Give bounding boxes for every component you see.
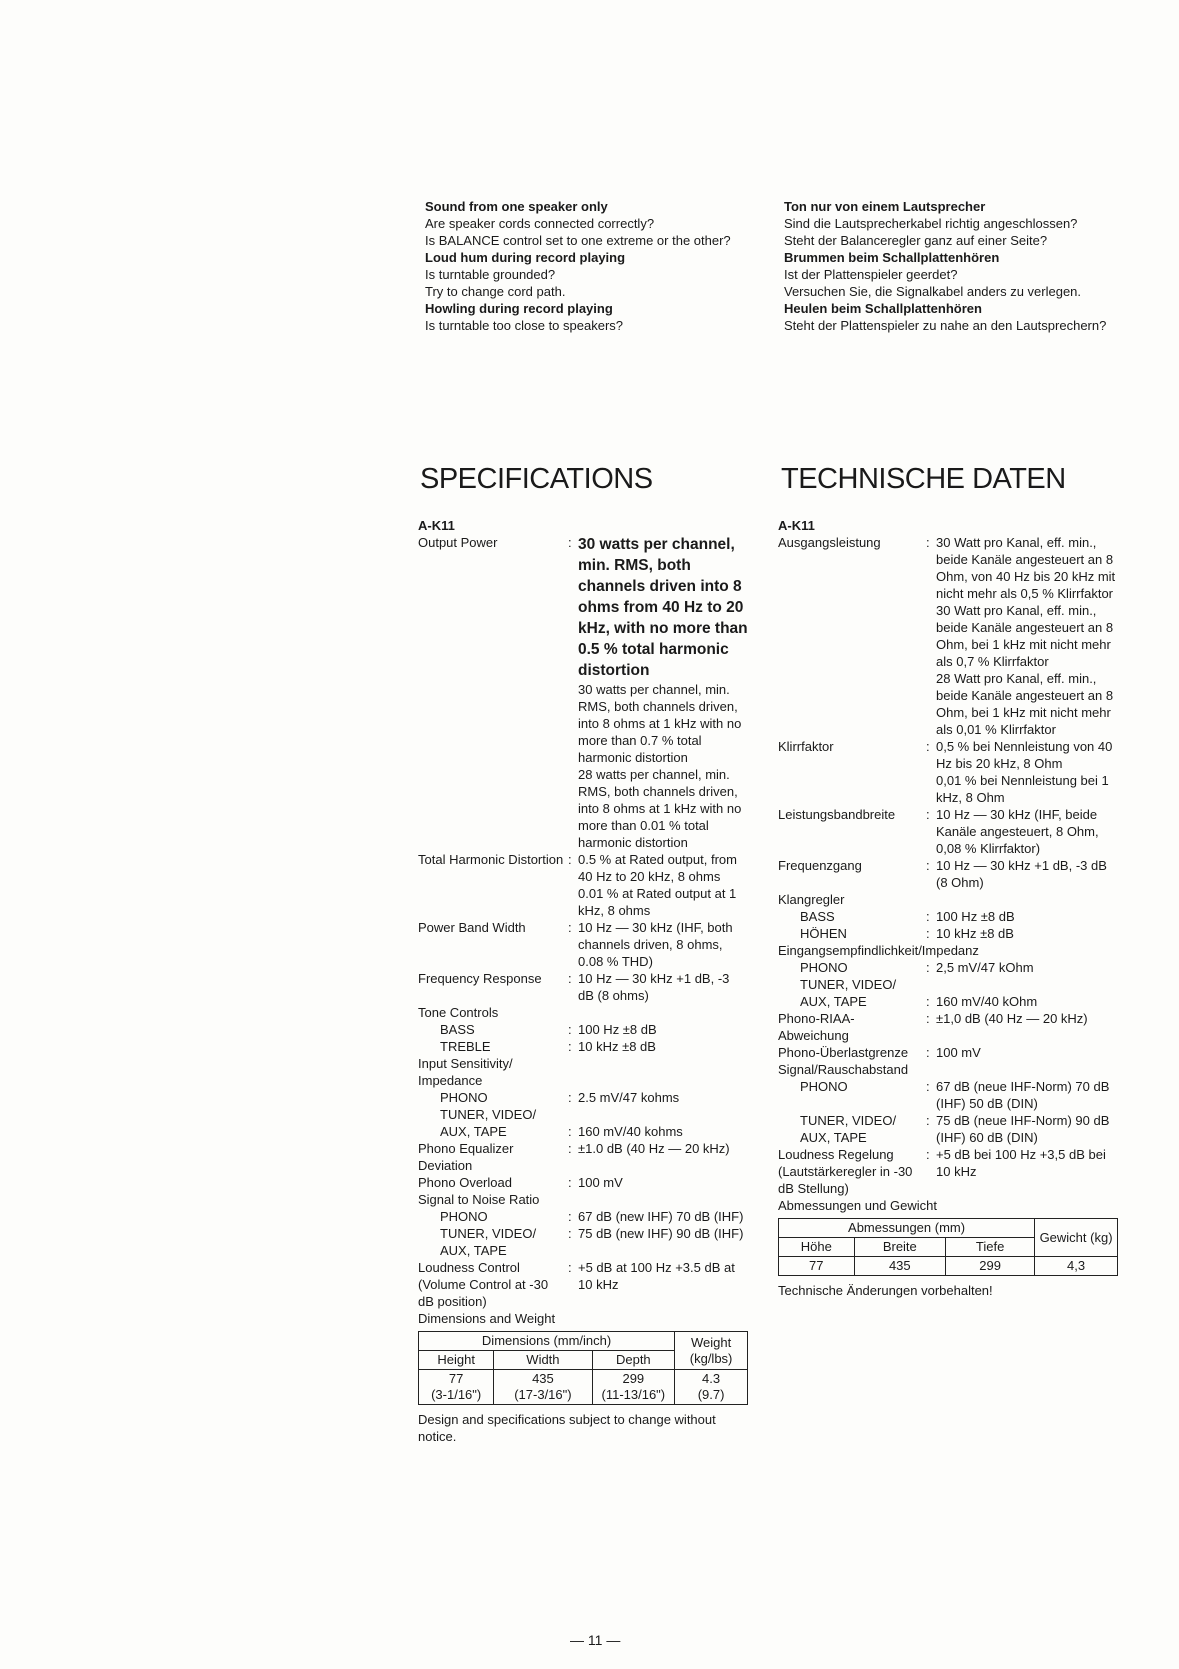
- trouble-q: Loud hum during record playing: [425, 250, 626, 265]
- table-header: Weight (kg/lbs): [675, 1332, 748, 1370]
- spec-value: 2,5 mV/47 kOhm: [936, 960, 1034, 975]
- spec-value: 30 Watt pro Kanal, eff. min., beide Kanäle angesteuert an 8 Ohm, bei 1 kHz mit nicht mehr als 0,7 % Klirrfaktor: [936, 603, 1114, 669]
- trouble-q: Brummen beim Schallplattenhören: [784, 250, 1000, 265]
- spec-label: Dimensions and Weight: [418, 1311, 556, 1326]
- table-cell: 435: [854, 1257, 946, 1276]
- spec-value: 0.01 % at Rated output at 1 kHz, 8 ohms: [578, 886, 737, 918]
- spec-label: TUNER, VIDEO/ AUX, TAPE: [440, 1107, 537, 1139]
- troubleshooting-en: [425, 198, 735, 334]
- spec-value: 10 kHz ±8 dB: [936, 926, 1014, 941]
- spec-value: 28 Watt pro Kanal, eff. min., beide Kanäle angesteuert an 8 Ohm, bei 1 kHz mit nicht mehr als 0,01 % Klirrfaktor: [936, 671, 1114, 737]
- spec-value: ±1,0 dB (40 Hz — 20 kHz): [936, 1011, 1088, 1026]
- spec-value: 0,5 % bei Nennleistung von 40 Hz bis 20 kHz, 8 Ohm: [936, 739, 1113, 771]
- footnote: Technische Änderungen vorbehalten!: [778, 1283, 993, 1298]
- spec-row-bass: BASS : 100 Hz ±8 dB: [778, 908, 1118, 925]
- spec-value: 0.5 % at Rated output, from 40 Hz to 20 kHz, 8 ohms: [578, 852, 737, 884]
- spec-value: +5 dB at 100 Hz +3.5 dB at 10 kHz: [578, 1260, 735, 1292]
- spec-row-output-power: Ausgangsleistung : 30 Watt pro Kanal, eff. min., beide Kanäle angesteuert an 8 Ohm, von 40 Hz bis 20 kHz mit nicht mehr als 0,5 % Klirrfaktor 30 Watt pro Kanal, eff. min., beide Kanäle angesteuert an 8 Ohm, bei 1 kHz mit nicht mehr als 0,7 % Klirrfaktor 28 Watt pro Kanal, eff. min., beide Kanäle angesteuert an 8 Ohm, bei 1 kHz mit nicht mehr als 0,01 % Klirrfaktor: [778, 534, 1118, 738]
- section-title-specifications: SPECIFICATIONS: [420, 463, 653, 495]
- spec-label: Input Sensitivity/ Impedance: [418, 1056, 513, 1088]
- table-header: Abmessungen (mm): [779, 1219, 1035, 1238]
- trouble-a: Is turntable too close to speakers?: [425, 318, 624, 333]
- spec-row-frequency-response: Frequency Response : 10 Hz — 30 kHz +1 dB, -3 dB (8 ohms): [418, 970, 748, 1004]
- spec-row-snr-tuner: TUNER, VIDEO/ AUX, TAPE : 75 dB (neue IHF-Norm) 90 dB (IHF) 60 dB (DIN): [778, 1112, 1118, 1146]
- spec-value: 28 watts per channel, min. RMS, both channels driven, into 8 ohms at 1 kHz with no more than 0.01 % total harmonic distortion: [578, 767, 742, 850]
- trouble-a: Are speaker cords connected correctly? Is BALANCE control set to one extreme or the other?: [425, 216, 731, 248]
- spec-value: 75 dB (neue IHF-Norm) 90 dB (IHF) 60 dB (DIN): [936, 1113, 1110, 1145]
- spec-label: TUNER, VIDEO/ AUX, TAPE: [800, 1113, 897, 1145]
- spec-row-thd: Klirrfaktor : 0,5 % bei Nennleistung von 40 Hz bis 20 kHz, 8 Ohm 0,01 % bei Nennleistung bei 1 kHz, 8 Ohm: [778, 738, 1118, 806]
- spec-value: 2.5 mV/47 kohms: [578, 1090, 680, 1105]
- spec-row-bass: BASS : 100 Hz ±8 dB: [418, 1021, 748, 1038]
- spec-row-output-power: Output Power : 30 watts per channel, min. RMS, both channels driven into 8 ohms from 40 Hz to 20 kHz, with no more than 0.5 % total harmonic distortion 30 watts per channel, min. RMS, both channels driven, into 8 ohms at 1 kHz with no more than 0.7 % total harmonic distortion 28 watts per channel, min. RMS, both channels driven, into 8 ohms at 1 kHz with no more than 0.01 % total harmonic distortion: [418, 535, 748, 850]
- table-header: Gewicht (kg): [1035, 1219, 1118, 1257]
- spec-value: 160 mV/40 kOhm: [936, 994, 1038, 1009]
- spec-value: 30 Watt pro Kanal, eff. min., beide Kanäle angesteuert an 8 Ohm, von 40 Hz bis 20 kHz mit nicht mehr als 0,5 % Klirrfaktor: [936, 535, 1116, 601]
- trouble-q: Sound from one speaker only: [425, 199, 608, 214]
- spec-label: Power Band Width: [418, 920, 526, 935]
- spec-label: Ausgangsleistung: [778, 535, 881, 550]
- spec-label: TUNER, VIDEO/ AUX, TAPE: [440, 1226, 537, 1258]
- spec-label: Frequency Response: [418, 971, 542, 986]
- spec-value: 100 mV: [936, 1045, 981, 1060]
- spec-value: 10 Hz — 30 kHz +1 dB, -3 dB (8 ohms): [578, 971, 730, 1003]
- specs-en: [418, 517, 748, 1445]
- spec-value: 100 Hz ±8 dB: [578, 1022, 657, 1037]
- spec-label: HÖHEN: [800, 926, 847, 941]
- table-header: Breite: [854, 1238, 946, 1257]
- spec-row-phono-eq: Phono-RIAA-Abweichung : ±1,0 dB (40 Hz — 20 kHz): [778, 1010, 1118, 1044]
- spec-label: Phono-RIAA-Abweichung: [778, 1011, 855, 1043]
- spec-label: PHONO: [800, 960, 848, 975]
- spec-label: PHONO: [800, 1079, 848, 1094]
- spec-label: Klangregler: [778, 892, 845, 907]
- spec-row-thd: Total Harmonic Distortion : 0.5 % at Rated output, from 40 Hz to 20 kHz, 8 ohms 0.01 % at Rated output at 1 kHz, 8 ohms: [418, 851, 748, 919]
- trouble-q: Heulen beim Schallplattenhören: [784, 301, 982, 316]
- spec-value: 67 dB (neue IHF-Norm) 70 dB (IHF) 50 dB (DIN): [936, 1079, 1110, 1111]
- spec-row-tuner: TUNER, VIDEO/ AUX, TAPE : 160 mV/40 kohms: [418, 1106, 748, 1140]
- spec-value: 0,01 % bei Nennleistung bei 1 kHz, 8 Ohm: [936, 773, 1109, 805]
- spec-value: 10 kHz ±8 dB: [578, 1039, 656, 1054]
- spec-row-snr-phono: PHONO : 67 dB (neue IHF-Norm) 70 dB (IHF) 50 dB (DIN): [778, 1078, 1118, 1112]
- table-cell: 77 (3-1/16"): [419, 1370, 494, 1405]
- spec-value: 10 Hz — 30 kHz (IHF, both channels driven, 8 ohms, 0.08 % THD): [578, 920, 733, 969]
- table-cell: 77: [779, 1257, 855, 1276]
- section-title-technische-daten: TECHNISCHE DATEN: [781, 463, 1066, 495]
- specs-de: [778, 517, 1118, 1299]
- spec-value: ±1.0 dB (40 Hz — 20 kHz): [578, 1141, 730, 1156]
- spec-row-phono-overload: Phono Overload : 100 mV: [418, 1174, 748, 1191]
- model-name: A-K11: [418, 518, 455, 533]
- spec-value: 100 Hz ±8 dB: [936, 909, 1015, 924]
- table-header: Höhe: [779, 1238, 855, 1257]
- spec-label: Frequenzgang: [778, 858, 862, 873]
- table-header: Dimensions (mm/inch): [419, 1332, 675, 1351]
- spec-label: TREBLE: [440, 1039, 491, 1054]
- spec-label: PHONO: [440, 1090, 488, 1105]
- spec-label: Phono-Überlastgrenze: [778, 1045, 909, 1060]
- spec-value: 10 Hz — 30 kHz +1 dB, -3 dB (8 Ohm): [936, 858, 1107, 890]
- table-cell: 299 (11-13/16"): [592, 1370, 675, 1405]
- page-number: — 11 —: [570, 1632, 621, 1648]
- troubleshooting-de: [784, 198, 1114, 334]
- spec-label: Eingangsempfindlichkeit/Impedanz: [778, 943, 979, 958]
- spec-label: Total Harmonic Distortion: [418, 852, 564, 867]
- spec-row-phono: PHONO : 2,5 mV/47 kOhm: [778, 959, 1118, 976]
- spec-label: BASS: [800, 909, 835, 924]
- spec-label: Phono Equalizer Deviation: [418, 1141, 514, 1173]
- spec-label: Tone Controls: [418, 1005, 499, 1020]
- spec-value: +5 dB bei 100 Hz +3,5 dB bei 10 kHz: [936, 1147, 1106, 1179]
- spec-label: Abmessungen und Gewicht: [778, 1198, 937, 1213]
- footnote: Design and specifications subject to change without notice.: [418, 1412, 716, 1444]
- spec-row-phono-overload: Phono-Überlastgrenze : 100 mV: [778, 1044, 1118, 1061]
- spec-label: Output Power: [418, 535, 498, 550]
- spec-row-frequency-response: Frequenzgang : 10 Hz — 30 kHz +1 dB, -3 dB (8 Ohm): [778, 857, 1118, 891]
- spec-label: Phono Overload: [418, 1175, 512, 1190]
- spec-label: Leistungsbandbreite: [778, 807, 896, 822]
- spec-label: TUNER, VIDEO/ AUX, TAPE: [800, 977, 897, 1009]
- spec-row-phono-eq: Phono Equalizer Deviation : ±1.0 dB (40 Hz — 20 kHz): [418, 1140, 748, 1174]
- dimensions-table-en: [418, 1331, 748, 1405]
- spec-label: PHONO: [440, 1209, 488, 1224]
- spec-value: 75 dB (new IHF) 90 dB (IHF): [578, 1226, 744, 1241]
- table-cell: 4,3: [1035, 1257, 1118, 1276]
- table-cell: 435 (17-3/16"): [494, 1370, 592, 1405]
- spec-value: 100 mV: [578, 1175, 623, 1190]
- spec-row-snr-tuner: TUNER, VIDEO/ AUX, TAPE : 75 dB (new IHF) 90 dB (IHF): [418, 1225, 748, 1259]
- table-cell: 299: [946, 1257, 1035, 1276]
- table-header: Height: [419, 1351, 494, 1370]
- spec-row-tuner: TUNER, VIDEO/ AUX, TAPE : 160 mV/40 kOhm: [778, 976, 1118, 1010]
- spec-row-treble: TREBLE : 10 kHz ±8 dB: [418, 1038, 748, 1055]
- spec-value: 160 mV/40 kohms: [578, 1124, 683, 1139]
- model-name: A-K11: [778, 518, 815, 533]
- spec-value: 10 Hz — 30 kHz (IHF, beide Kanäle angesteuert, 8 Ohm, 0,08 % Klirrfaktor): [936, 807, 1099, 856]
- spec-row-snr-phono: PHONO : 67 dB (new IHF) 70 dB (IHF): [418, 1208, 748, 1225]
- spec-row-phono: PHONO : 2.5 mV/47 kohms: [418, 1089, 748, 1106]
- trouble-a: Sind die Lautsprecherkabel richtig angeschlossen? Steht der Balanceregler ganz auf einer Seite?: [784, 216, 1078, 248]
- spec-value: 30 watts per channel, min. RMS, both channels driven, into 8 ohms at 1 kHz with no more than 0.7 % total harmonic distortion: [578, 682, 742, 765]
- spec-label: Klirrfaktor: [778, 739, 834, 754]
- trouble-a: Is turntable grounded? Try to change cord path.: [425, 267, 566, 299]
- trouble-q: Howling during record playing: [425, 301, 613, 316]
- table-cell: 4.3 (9.7): [675, 1370, 748, 1405]
- table-header: Depth: [592, 1351, 675, 1370]
- spec-row-loudness: Loudness Control (Volume Control at -30 dB position) : +5 dB at 100 Hz +3.5 dB at 10 kHz: [418, 1259, 748, 1310]
- spec-label: Loudness Regelung (Lautstärkeregler in -30 dB Stellung): [778, 1147, 913, 1196]
- table-header: Tiefe: [946, 1238, 1035, 1257]
- spec-row-power-band-width: Leistungsbandbreite : 10 Hz — 30 kHz (IHF, beide Kanäle angesteuert, 8 Ohm, 0,08 % Klirrfaktor): [778, 806, 1118, 857]
- spec-row-loudness: Loudness Regelung (Lautstärkeregler in -30 dB Stellung) : +5 dB bei 100 Hz +3,5 dB bei 10 kHz: [778, 1146, 1118, 1197]
- trouble-q: Ton nur von einem Lautsprecher: [784, 199, 986, 214]
- trouble-a: Ist der Plattenspieler geerdet? Versuchen Sie, die Signalkabel anders zu verlegen.: [784, 267, 1082, 299]
- spec-label: Signal/Rauschabstand: [778, 1062, 909, 1077]
- spec-label: Loudness Control (Volume Control at -30 dB position): [418, 1260, 549, 1309]
- spec-row-power-band-width: Power Band Width : 10 Hz — 30 kHz (IHF, both channels driven, 8 ohms, 0.08 % THD): [418, 919, 748, 970]
- spec-label: Signal to Noise Ratio: [418, 1192, 540, 1207]
- trouble-a: Steht der Plattenspieler zu nahe an den Lautsprechern?: [784, 318, 1107, 333]
- spec-row-treble: HÖHEN : 10 kHz ±8 dB: [778, 925, 1118, 942]
- spec-value: 67 dB (new IHF) 70 dB (IHF): [578, 1209, 744, 1224]
- table-header: Width: [494, 1351, 592, 1370]
- dimensions-table-de: [778, 1218, 1118, 1276]
- spec-value-main: 30 watts per channel, min. RMS, both channels driven into 8 ohms from 40 Hz to 20 kHz, with no more than 0.5 % total harmonic distortion: [578, 536, 748, 679]
- spec-label: BASS: [440, 1022, 475, 1037]
